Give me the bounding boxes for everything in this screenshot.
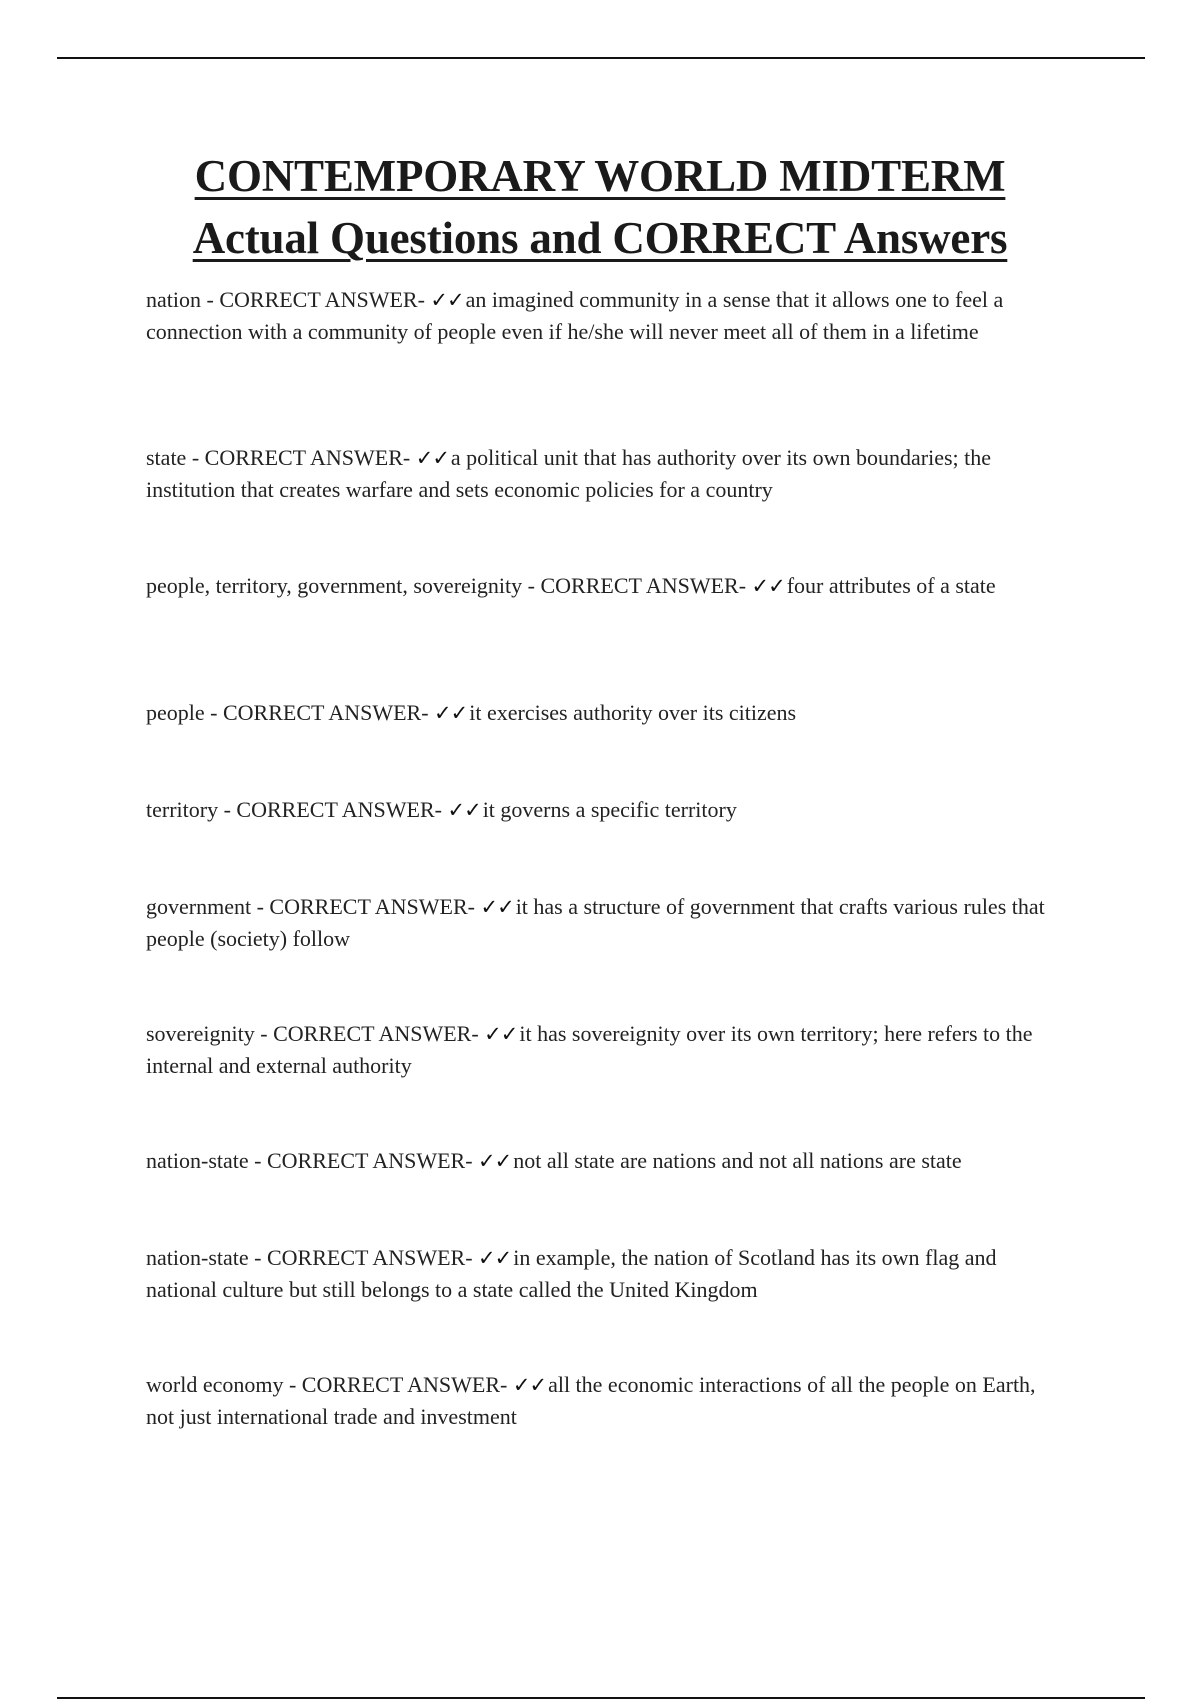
qa-item: nation-state - CORRECT ANSWER- ✓✓not all state are nations and not all nations are state bbox=[146, 1148, 962, 1173]
qa-item: state - CORRECT ANSWER- ✓✓a political unit that has authority over its own boundaries; the institution that creates warfare and sets economic policies for a country bbox=[146, 445, 992, 502]
double-check-icon: ✓✓ bbox=[480, 895, 514, 919]
answer-marker: CORRECT ANSWER- bbox=[540, 573, 747, 598]
double-check-icon: ✓✓ bbox=[430, 288, 464, 312]
title-line-1: CONTEMPORARY WORLD MIDTERM bbox=[194, 151, 1006, 201]
qa-term: sovereignity bbox=[146, 1021, 255, 1046]
qa-term: world economy bbox=[146, 1372, 284, 1397]
double-check-icon: ✓✓ bbox=[447, 798, 481, 822]
qa-answer: all the economic interactions of all the people on Earth, not just international trade and investment bbox=[146, 1372, 1036, 1429]
double-check-icon: ✓✓ bbox=[415, 446, 449, 470]
double-check-icon: ✓✓ bbox=[512, 1373, 547, 1397]
qa-answer: four attributes of a state bbox=[786, 573, 996, 598]
answer-marker: CORRECT ANSWER- bbox=[269, 894, 475, 919]
qa-answer: in example, the nation of Scotland has its own flag and national culture but still belongs to a state called the United Kingdom bbox=[146, 1245, 997, 1302]
qa-term: people, territory, government, sovereignity bbox=[146, 573, 523, 598]
answer-marker: CORRECT ANSWER- bbox=[204, 445, 411, 470]
qa-answer: it has sovereignity over its own territory; here refers to the internal and external authority bbox=[146, 1021, 1033, 1078]
document-title bbox=[0, 145, 1200, 269]
header-rule bbox=[57, 57, 1145, 59]
answer-marker: CORRECT ANSWER- bbox=[266, 1245, 473, 1270]
double-check-icon: ✓✓ bbox=[478, 1246, 512, 1270]
qa-item: government - CORRECT ANSWER- ✓✓it has a structure of government that crafts various rules that people (society) follow bbox=[146, 894, 1045, 951]
qa-answer: it has a structure of government that crafts various rules that people (society) follow bbox=[146, 894, 1045, 951]
qa-term: nation bbox=[146, 287, 201, 312]
qa-term: government bbox=[146, 894, 252, 919]
qa-term: nation-state bbox=[146, 1245, 249, 1270]
answer-marker: CORRECT ANSWER- bbox=[236, 797, 442, 822]
qa-item: nation-state - CORRECT ANSWER- ✓✓in example, the nation of Scotland has its own flag and national culture but still belongs to a state called the United Kingdom bbox=[146, 1245, 997, 1302]
qa-answer: it exercises authority over its citizens bbox=[469, 700, 797, 725]
qa-answer: not all state are nations and not all nations are state bbox=[513, 1148, 962, 1173]
footer-rule bbox=[57, 1697, 1145, 1699]
qa-item: nation - CORRECT ANSWER- ✓✓an imagined community in a sense that it allows one to feel a connection with a community of people even if he/she will never meet all of them in a lifetime bbox=[146, 287, 1004, 344]
qa-term: state bbox=[146, 445, 187, 470]
answer-marker: CORRECT ANSWER- bbox=[219, 287, 425, 312]
qa-item: world economy - CORRECT ANSWER- ✓✓all the economic interactions of all the people on Earth, not just international trade and investment bbox=[146, 1372, 1036, 1429]
qa-item: sovereignity - CORRECT ANSWER- ✓✓it has sovereignity over its own territory; here refers to the internal and external authority bbox=[146, 1021, 1033, 1078]
double-check-icon: ✓✓ bbox=[434, 701, 468, 725]
qa-item: people, territory, government, sovereignity - CORRECT ANSWER- ✓✓four attributes of a state bbox=[146, 573, 996, 598]
double-check-icon: ✓✓ bbox=[478, 1149, 512, 1173]
answer-marker: CORRECT ANSWER- bbox=[266, 1148, 473, 1173]
qa-term: territory bbox=[146, 797, 219, 822]
qa-answer: an imagined community in a sense that it allows one to feel a connection with a community of people even if he/she will never meet all of them in a lifetime bbox=[146, 287, 1004, 344]
qa-answer: it governs a specific territory bbox=[482, 797, 737, 822]
qa-answer: a political unit that has authority over its own boundaries; the institution that creates warfare and sets economic policies for a country bbox=[146, 445, 992, 502]
double-check-icon: ✓✓ bbox=[751, 574, 785, 598]
qa-term: nation-state bbox=[146, 1148, 249, 1173]
answer-marker: CORRECT ANSWER- bbox=[222, 700, 429, 725]
qa-item: territory - CORRECT ANSWER- ✓✓it governs a specific territory bbox=[146, 797, 737, 822]
answer-marker: CORRECT ANSWER- bbox=[273, 1021, 479, 1046]
double-check-icon: ✓✓ bbox=[484, 1022, 518, 1046]
answer-marker: CORRECT ANSWER- bbox=[301, 1372, 508, 1397]
qa-item: people - CORRECT ANSWER- ✓✓it exercises authority over its citizens bbox=[146, 700, 797, 725]
title-line-2: Actual Questions and CORRECT Answers bbox=[192, 213, 1008, 263]
qa-term: people bbox=[146, 700, 205, 725]
